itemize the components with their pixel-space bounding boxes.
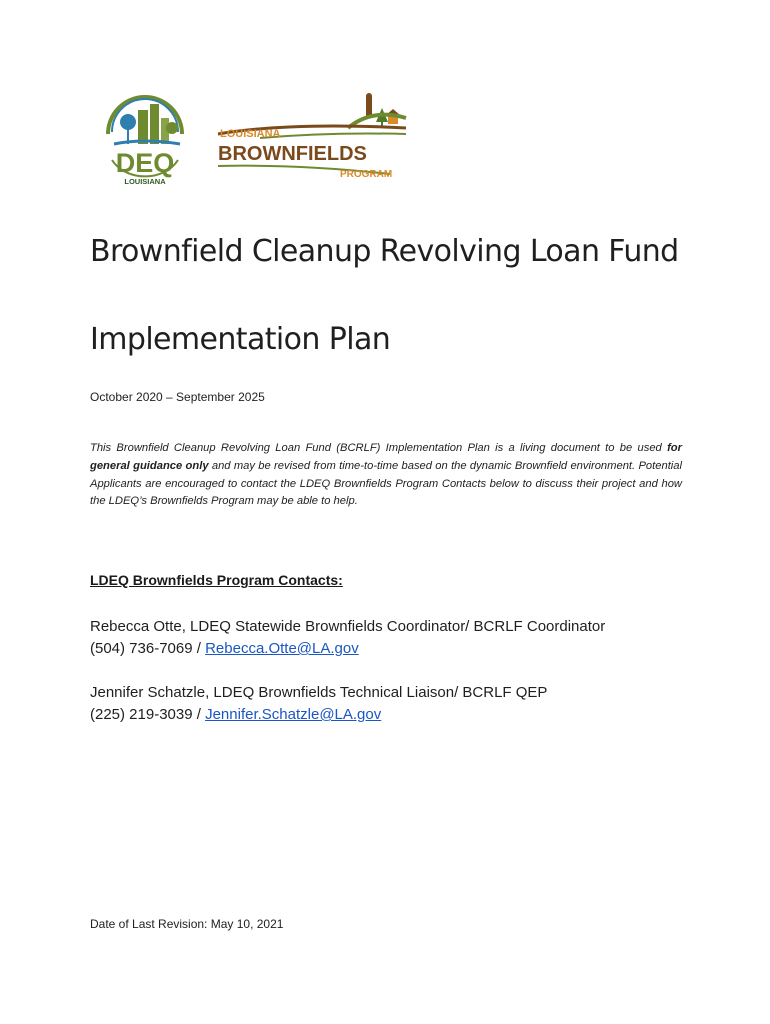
contact-name-line: Rebecca Otte, LDEQ Statewide Brownfields Coordinator/ BCRLF Coordinator	[90, 618, 606, 635]
brownfields-bottom-wordmark: PROGRAM	[340, 169, 393, 180]
tree-icon	[120, 114, 136, 130]
brownfields-logo	[218, 93, 406, 180]
deq-wordmark: DEQ	[115, 148, 175, 178]
deq-sub-wordmark: LOUISIANA	[124, 177, 166, 186]
contact-name-line: Jennifer Schatzle, LDEQ Brownfields Technical Liaison/ BCRLF QEP	[90, 684, 548, 701]
contact-email-link[interactable]: Rebecca.Otte@LA.gov	[205, 640, 359, 657]
logos-graphic	[100, 88, 430, 192]
contact-block	[90, 682, 547, 726]
contacts-heading: LDEQ Brownfields Program Contacts:	[90, 572, 343, 588]
intro-paragraph	[90, 440, 682, 511]
intro-bold-phrase: for general guidance only	[90, 442, 682, 472]
contact-details-line	[90, 704, 547, 726]
intro-text-part-1: This Brownfield Cleanup Revolving Loan Fund (BCRLF) Implementation Plan is a living document to be used	[90, 442, 668, 454]
contact-phone: (225) 219-3039 /	[90, 706, 206, 723]
document-title-line-2: Implementation Plan	[90, 322, 391, 357]
brownfields-main-wordmark: BROWNFIELDS	[218, 143, 367, 165]
logo-banner	[100, 88, 430, 192]
date-range: October 2020 – September 2025	[90, 390, 265, 404]
contact-email-link[interactable]: Jennifer.Schatzle@LA.gov	[205, 706, 382, 723]
intro-text-part-2: and may be revised from time-to-time based on the dynamic Brownfield environment. Potential Applicants are encouraged to contact the LDEQ Brownfields Program Contacts below to discuss their project and how the LDEQ’s Brownfields Program may be able to help.	[90, 459, 682, 508]
contact-block	[90, 616, 605, 660]
document-title-line-1: Brownfield Cleanup Revolving Loan Fund	[90, 234, 679, 269]
contact-details-line	[90, 638, 605, 660]
brownfields-top-wordmark: LOUISIANA	[220, 128, 281, 140]
deq-logo	[108, 97, 182, 186]
contact-phone: (504) 736-7069 /	[90, 640, 206, 657]
building-icon	[138, 110, 148, 144]
revision-date: Date of Last Revision: May 10, 2021	[90, 917, 284, 931]
